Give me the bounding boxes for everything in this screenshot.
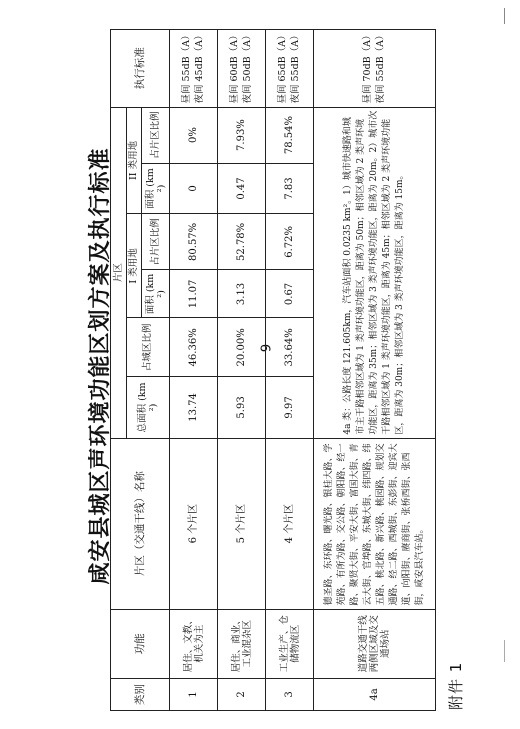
table-row [314, 30, 436, 711]
document-title: 咸安县城区声环境功能区划方案及执行标准 [88, 147, 113, 585]
cell-i-share: 6.72% [266, 214, 314, 270]
cell-standard: 昼间 55dB（A）夜间 45dB（A） [170, 30, 218, 108]
cell-i-share: 80.57% [170, 214, 218, 270]
cell-category: 1 [170, 678, 218, 710]
appendix-label: 附件 1 [447, 661, 465, 710]
cell-function: 居住、文教、机关为主 [170, 609, 218, 678]
cell-ii-share: 78.54% [266, 107, 314, 163]
cell-category: 2 [218, 678, 266, 710]
cell-standard: 昼间 70dB（A）夜间 55dB（A） [314, 30, 436, 108]
rotated-content [3, 16, 503, 716]
cell-road-list: 德圣路、东环路、曙光路、银桂大路、学苑路、有所为路、交公路、朝阳路、经一路、聚贤大街、平安大街、富国大街、青云大街、官埠路、东城大街、纬四路、纬五路、桃北路、新兴路、桃园路、规划交通路、经二路、西城街、东彭街、迎宾大道、向阳街、赓商街、张桥西街、张西街，咸安县汽车站。 [314, 438, 436, 609]
cell-occupancy: 46.36% [170, 318, 218, 377]
header-i-area: 面积 (km²) [142, 270, 170, 318]
cell-function: 居住、商业、工业混杂区 [218, 609, 266, 678]
cell-standard: 昼间 60dB（A）夜间 50dB（A） [218, 30, 266, 108]
header-zone-name: 片区（交通干线）名称 [111, 438, 170, 609]
scan-edge-mark [504, 8, 505, 24]
cell-occupancy: 20.00% [218, 318, 266, 377]
zoning-table [110, 29, 436, 711]
cell-category: 4a [314, 678, 436, 710]
cell-standard: 昼间 65dB（A）夜间 55dB（A） [266, 30, 314, 108]
cell-i-share: 52.78% [218, 214, 266, 270]
cell-total-area: 13.74 [170, 377, 218, 438]
header-i-share: 占片区比例 [142, 214, 170, 270]
cell-function: 道路交通干线两侧区域及交通场站 [314, 609, 436, 678]
cell-occupancy: 33.64% [266, 318, 314, 377]
cell-ii-share: 0% [170, 107, 218, 163]
header-land-I: I 类用地 [126, 214, 142, 318]
header-category: 类别 [111, 678, 170, 710]
cell-4a-description: 4a 类：公路长度 121.605km，汽车站面积 0.0235 km²。1）城市快速路和城市主干路相邻区域为 1 类声环境功能区，距离为 50m；相邻区域为 2 类声环境功能区，距离为 35m；相邻区域为 3 类声环境功能区，距离为 20m。2）城市次干路相邻区域为 1 类声环境功能区，距离为 45m；相邻区域为 2 类声环境功能区，距离为 30m；相邻区域为 3 类声环境功能区，距离为 15m。 [314, 107, 436, 438]
header-district: 片区 [111, 107, 127, 438]
header-function: 功能 [111, 609, 170, 678]
cell-ii-share: 7.93% [218, 107, 266, 163]
header-land-II: II 类用地 [126, 107, 142, 214]
table-row [218, 30, 266, 711]
cell-zone-name: 6 个片区 [170, 438, 218, 609]
header-total-area: 总面积 (km²) [126, 377, 170, 438]
scan-edge-mark [504, 640, 505, 662]
header-occupancy: 占城区比例 [126, 318, 170, 377]
cell-function: 工业生产、仓储物流区 [266, 609, 314, 678]
header-ii-area: 面积 (km²) [142, 163, 170, 214]
header-row [111, 30, 127, 711]
cell-zone-name: 4 个片区 [266, 438, 314, 609]
cell-ii-area: 7.83 [266, 163, 314, 214]
cell-category: 3 [266, 678, 314, 710]
cell-zone-name: 5 个片区 [218, 438, 266, 609]
cell-total-area: 5.93 [218, 377, 266, 438]
header-ii-share: 占片区比例 [142, 107, 170, 163]
header-standard: 执行标准 [111, 30, 170, 108]
cell-ii-area: 0.47 [218, 163, 266, 214]
cell-i-area: 0.67 [266, 270, 314, 318]
cell-i-area: 3.13 [218, 270, 266, 318]
cell-ii-area: 0 [170, 163, 218, 214]
page-number: － 6 － [256, 320, 272, 379]
cell-total-area: 9.97 [266, 377, 314, 438]
cell-i-area: 11.07 [170, 270, 218, 318]
table-row [170, 30, 218, 711]
table-row [266, 30, 314, 711]
